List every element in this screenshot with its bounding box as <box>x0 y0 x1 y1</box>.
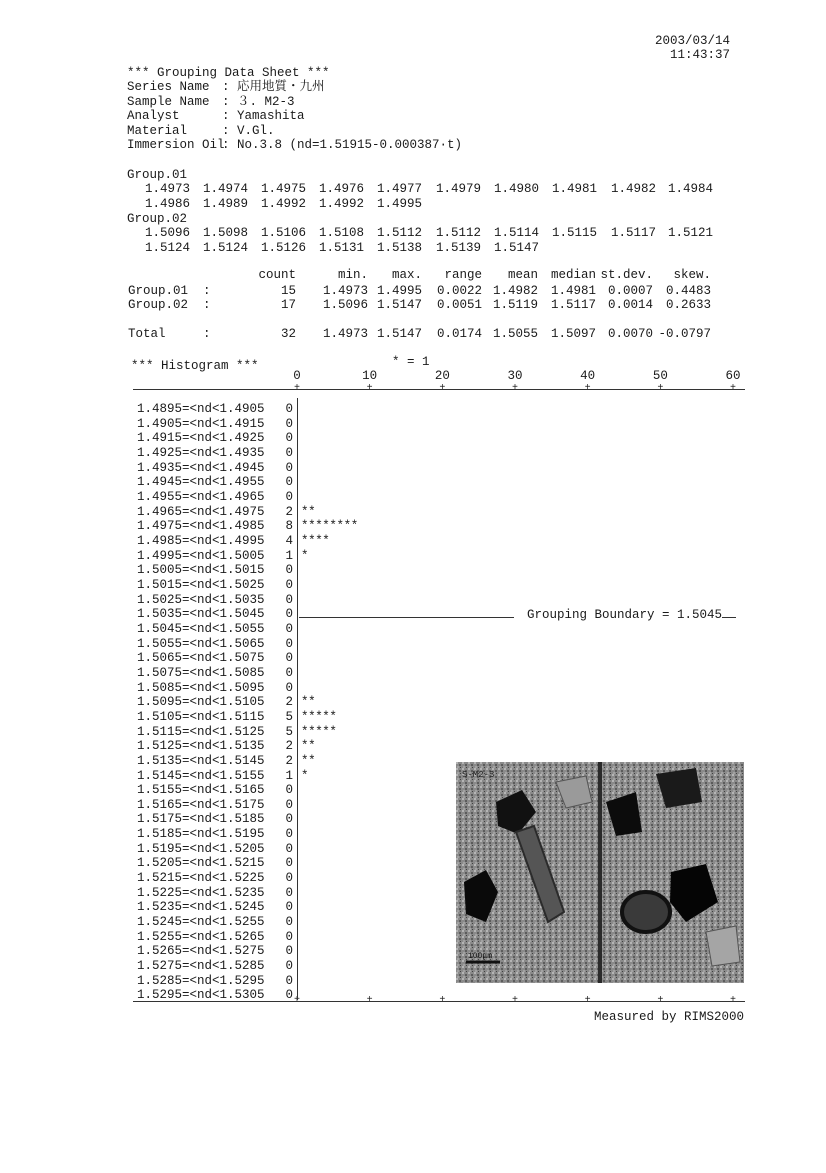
axis-tick-bottom: + <box>657 995 664 1006</box>
group-value: 1.4980 <box>494 182 540 196</box>
bin-count: 0 <box>285 856 293 871</box>
group-value: 1.5098 <box>203 226 249 240</box>
grouping-boundary-line <box>299 617 514 618</box>
stats-column-header: range <box>444 268 482 282</box>
axis-label: 20 <box>434 369 450 383</box>
bin-range: 1.4895=<nd<1.4905 <box>137 402 265 416</box>
group-value: 1.5139 <box>436 240 482 255</box>
header-value: : 応用地質・九州 <box>222 80 325 94</box>
group-label: Group.02 <box>127 212 188 226</box>
bin-range: 1.5155=<nd<1.5165 <box>137 783 265 798</box>
bin-count: 0 <box>285 636 293 651</box>
bin-range: 1.5145=<nd<1.5155 <box>137 768 265 783</box>
bin-count: 0 <box>285 797 293 812</box>
bin-count: 0 <box>285 680 293 695</box>
group-value: 1.4992 <box>319 196 365 211</box>
bin-count: 0 <box>285 460 293 475</box>
bin-count: 0 <box>285 812 293 827</box>
footer-measured-by: Measured by RIMS2000 <box>593 1010 744 1024</box>
bin-count: 8 <box>285 519 293 534</box>
bin-count: 2 <box>285 504 293 519</box>
stats-row-group02-label: Group.02 <box>128 298 189 312</box>
bin-range: 1.4965=<nd<1.4975 <box>137 504 265 519</box>
stats-row-group02-value: 1.5117 <box>550 298 596 312</box>
group-value: 1.5114 <box>494 226 540 240</box>
stats-column-header: median <box>550 268 596 282</box>
bin-range: 1.5285=<nd<1.5295 <box>137 973 265 988</box>
axis-tick-top: + <box>294 383 301 394</box>
bin-count: 5 <box>285 709 293 724</box>
stats-row-group02-value: 0.0014 <box>607 298 653 312</box>
axis-label: 0 <box>293 369 301 383</box>
histogram-title: *** Histogram *** <box>131 359 259 373</box>
stats-row-group01-value: 15 <box>280 284 296 298</box>
bin-count: 0 <box>285 621 293 636</box>
group-value: 1.5117 <box>611 226 657 240</box>
group-value: 1.4982 <box>611 182 657 196</box>
group-value: 1.4989 <box>203 196 249 211</box>
stats-row-group02-value: 1.5147 <box>376 298 422 312</box>
bin-count: 0 <box>285 563 293 578</box>
photo-image <box>456 762 744 983</box>
bin-range: 1.5215=<nd<1.5225 <box>137 871 265 886</box>
bin-range: 1.4955=<nd<1.4965 <box>137 489 265 504</box>
bin-count: 0 <box>285 915 293 930</box>
bin-bar: ******** <box>301 519 358 534</box>
bin-range: 1.5275=<nd<1.5285 <box>137 959 265 974</box>
group-value: 1.5112 <box>436 226 482 240</box>
bin-count: 0 <box>285 944 293 959</box>
bin-count: 0 <box>285 665 293 680</box>
group-value: 1.5147 <box>494 240 540 255</box>
bin-range: 1.5165=<nd<1.5175 <box>137 797 265 812</box>
bin-count: 2 <box>285 753 293 768</box>
photo-scale-label: 100μm <box>468 952 493 961</box>
bin-range: 1.5105=<nd<1.5115 <box>137 709 265 724</box>
group-label: Group.01 <box>127 168 188 182</box>
axis-tick-bottom: + <box>294 995 301 1006</box>
axis-label: 30 <box>507 369 523 383</box>
bin-range: 1.5055=<nd<1.5065 <box>137 636 265 651</box>
stats-row-total-colon: : <box>203 327 211 341</box>
group-value: 1.4975 <box>261 182 307 196</box>
bin-count: 0 <box>285 416 293 431</box>
bin-range: 1.5075=<nd<1.5085 <box>137 665 265 680</box>
bin-range: 1.5005=<nd<1.5015 <box>137 563 265 578</box>
bin-range: 1.5035=<nd<1.5045 <box>137 607 265 622</box>
stats-row-group01-value: 1.4973 <box>322 284 368 298</box>
bin-count: 1 <box>285 548 293 563</box>
header-label: Sample Name <box>127 94 225 109</box>
bin-count: 0 <box>285 783 293 798</box>
stats-row-total-value: 0.0174 <box>436 327 482 341</box>
axis-tick-top: + <box>657 383 664 394</box>
group-value: 1.5131 <box>319 240 365 255</box>
bin-count: 0 <box>285 475 293 490</box>
group-value: 1.4976 <box>319 182 365 196</box>
axis-label: 40 <box>580 369 596 383</box>
stats-row-group01-value: 0.0022 <box>436 284 482 298</box>
bin-count: 5 <box>285 724 293 739</box>
axis-tick-top: + <box>584 383 591 394</box>
histogram-zero-axis <box>297 398 298 1000</box>
bin-range: 1.5225=<nd<1.5235 <box>137 885 265 900</box>
bin-range: 1.5125=<nd<1.5135 <box>137 739 265 754</box>
header-label: Series Name <box>127 80 225 94</box>
bin-range: 1.5255=<nd<1.5265 <box>137 929 265 944</box>
photo-label: S-M2-3 <box>462 770 495 780</box>
bin-range: 1.5185=<nd<1.5195 <box>137 827 265 842</box>
stats-row-total-value: 1.5147 <box>376 327 422 341</box>
group-value: 1.5096 <box>145 226 191 240</box>
bin-count: 2 <box>285 695 293 710</box>
group-value: 1.4973 <box>145 182 191 196</box>
grouping-boundary-tail <box>722 617 736 618</box>
grouping-boundary-label: Grouping Boundary = 1.5045 <box>527 608 723 623</box>
stats-row-group02-value: 17 <box>280 298 296 312</box>
stats-row-group01-value: 0.4483 <box>665 284 711 298</box>
bin-count: 0 <box>285 592 293 607</box>
stats-column-header: min. <box>337 268 368 282</box>
stats-column-header: mean <box>507 268 538 282</box>
bin-range: 1.5205=<nd<1.5215 <box>137 856 265 871</box>
group-value: 1.4979 <box>436 182 482 196</box>
report-date: 2003/03/14 <box>654 34 730 48</box>
bin-range: 1.5065=<nd<1.5075 <box>137 651 265 666</box>
bin-range: 1.5245=<nd<1.5255 <box>137 915 265 930</box>
stats-row-total-value: 32 <box>280 327 296 341</box>
axis-tick-bottom: + <box>512 995 519 1006</box>
bin-bar: ** <box>301 695 316 710</box>
group-value: 1.5126 <box>261 240 307 255</box>
report-time: 11:43:37 <box>669 48 730 62</box>
header-value: : Yamashita <box>222 109 305 124</box>
axis-tick-top: + <box>512 383 519 394</box>
bin-bar: ***** <box>301 724 337 739</box>
stats-row-group02-value: 0.0051 <box>436 298 482 312</box>
bin-bar: ***** <box>301 709 337 724</box>
bin-range: 1.5095=<nd<1.5105 <box>137 695 265 710</box>
bin-range: 1.5195=<nd<1.5205 <box>137 841 265 856</box>
group-value: 1.4977 <box>377 182 423 196</box>
stats-row-group01-value: 1.4982 <box>492 284 538 298</box>
stats-row-group01-value: 1.4995 <box>376 284 422 298</box>
group-value: 1.5121 <box>668 226 714 240</box>
stats-row-total-value: 0.0070 <box>607 327 653 341</box>
bin-range: 1.5045=<nd<1.5055 <box>137 621 265 636</box>
bin-range: 1.5115=<nd<1.5125 <box>137 724 265 739</box>
stats-row-total-value: 1.4973 <box>322 327 368 341</box>
bin-count: 0 <box>285 827 293 842</box>
bin-count: 0 <box>285 402 293 416</box>
stats-row-total-value: 1.5055 <box>492 327 538 341</box>
group-value: 1.4992 <box>261 196 307 211</box>
bin-bar: ** <box>301 753 316 768</box>
sheet-title: *** Grouping Data Sheet *** <box>127 66 330 80</box>
bin-bar: ** <box>301 739 316 754</box>
bin-count: 0 <box>285 577 293 592</box>
stats-row-total-label: Total <box>128 327 166 341</box>
bin-count: 0 <box>285 445 293 460</box>
header-label: Analyst <box>127 109 225 124</box>
header-label: Material <box>127 123 225 138</box>
stats-column-header: max. <box>391 268 422 282</box>
axis-tick-top: + <box>366 383 373 394</box>
group-value: 1.5115 <box>552 226 598 240</box>
stats-column-header: skew. <box>673 268 711 282</box>
bin-count: 0 <box>285 900 293 915</box>
stats-row-group02-value: 1.5096 <box>322 298 368 312</box>
bin-count: 2 <box>285 739 293 754</box>
bin-range: 1.5175=<nd<1.5185 <box>137 812 265 827</box>
axis-tick-bottom: + <box>730 995 737 1006</box>
group-value: 1.4974 <box>203 182 249 196</box>
group-value: 1.5106 <box>261 226 307 240</box>
stats-row-group01-value: 0.0007 <box>607 284 653 298</box>
bin-bar: **** <box>301 533 330 548</box>
bin-bar: * <box>301 548 309 563</box>
bin-bar: ** <box>301 504 316 519</box>
group-value: 1.5112 <box>377 226 423 240</box>
stats-row-group01-colon: : <box>203 284 211 298</box>
header-value: : No.3.8 (nd=1.51915-0.000387·t) <box>222 138 463 153</box>
bin-count: 0 <box>285 885 293 900</box>
bin-range: 1.4995=<nd<1.5005 <box>137 548 265 563</box>
bin-range: 1.5265=<nd<1.5275 <box>137 944 265 959</box>
header-value: : ３. M2-3 <box>222 94 295 109</box>
bin-range: 1.5295=<nd<1.5305 <box>137 988 265 1003</box>
stats-column-header: count <box>258 268 296 282</box>
stats-column-header: st.dev. <box>600 268 653 282</box>
stats-row-group02-value: 1.5119 <box>492 298 538 312</box>
bin-count: 0 <box>285 988 293 1003</box>
bin-range: 1.4945=<nd<1.4955 <box>137 475 265 490</box>
bin-count: 4 <box>285 533 293 548</box>
axis-label: 10 <box>362 369 378 383</box>
group-value: 1.5124 <box>145 240 191 255</box>
bin-count: 0 <box>285 651 293 666</box>
bin-range: 1.5135=<nd<1.5145 <box>137 753 265 768</box>
sample-photo <box>456 762 744 983</box>
bin-range: 1.4975=<nd<1.4985 <box>137 519 265 534</box>
bin-count: 0 <box>285 871 293 886</box>
bin-count: 1 <box>285 768 293 783</box>
group-value: 1.4981 <box>552 182 598 196</box>
axis-tick-bottom: + <box>584 995 591 1006</box>
bin-range: 1.5015=<nd<1.5025 <box>137 577 265 592</box>
bin-count: 0 <box>285 841 293 856</box>
bin-range: 1.4905=<nd<1.4915 <box>137 416 265 431</box>
axis-label: 50 <box>652 369 668 383</box>
group-value: 1.4995 <box>377 196 423 211</box>
stats-row-group02-value: 0.2633 <box>665 298 711 312</box>
histogram-scale-note: * = 1 <box>392 355 430 369</box>
stats-row-total-value: -0.0797 <box>658 327 711 341</box>
stats-row-group02-colon: : <box>203 298 211 312</box>
bin-range: 1.4985=<nd<1.4995 <box>137 533 265 548</box>
axis-tick-bottom: + <box>366 995 373 1006</box>
stats-row-total-value: 1.5097 <box>550 327 596 341</box>
group-value: 1.4984 <box>668 182 714 196</box>
group-value: 1.4986 <box>145 196 191 211</box>
bin-range: 1.4925=<nd<1.4935 <box>137 445 265 460</box>
group-value: 1.5138 <box>377 240 423 255</box>
bin-count: 0 <box>285 431 293 446</box>
bin-count: 0 <box>285 607 293 622</box>
group-value: 1.5124 <box>203 240 249 255</box>
axis-tick-top: + <box>730 383 737 394</box>
bin-range: 1.4915=<nd<1.4925 <box>137 431 265 446</box>
bin-bar: * <box>301 768 309 783</box>
bin-count: 0 <box>285 959 293 974</box>
bin-range: 1.5235=<nd<1.5245 <box>137 900 265 915</box>
stats-row-group01-value: 1.4981 <box>550 284 596 298</box>
bin-range: 1.5085=<nd<1.5095 <box>137 680 265 695</box>
bin-range: 1.5025=<nd<1.5035 <box>137 592 265 607</box>
group-value: 1.5108 <box>319 226 365 240</box>
header-label: Immersion Oil <box>127 138 225 153</box>
header-value: : V.Gl. <box>222 123 275 138</box>
bin-count: 0 <box>285 489 293 504</box>
axis-label: 60 <box>725 369 741 383</box>
stats-row-group01-label: Group.01 <box>128 284 189 298</box>
axis-tick-bottom: + <box>439 995 446 1006</box>
axis-tick-top: + <box>439 383 446 394</box>
bin-range: 1.4935=<nd<1.4945 <box>137 460 265 475</box>
bin-count: 0 <box>285 973 293 988</box>
bin-count: 0 <box>285 929 293 944</box>
